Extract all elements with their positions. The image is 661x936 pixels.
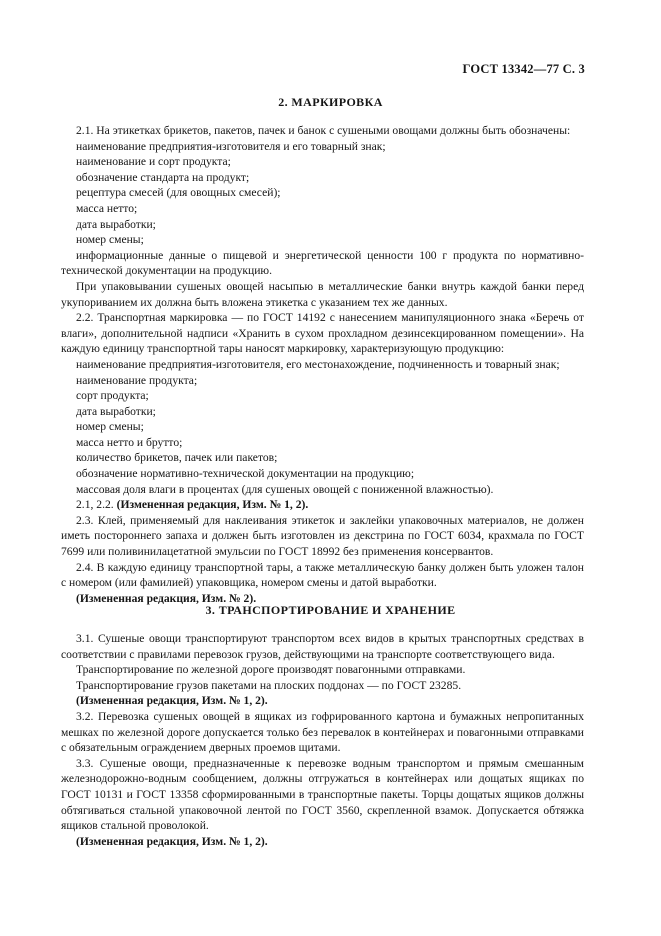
list-item: наименование предприятия-изготовителя и его товарный знак; [76, 139, 386, 153]
list-item: наименование продукта; [76, 373, 198, 387]
section-2-body [61, 123, 584, 606]
paragraph-manufacturer: наименование предприятия-изготовителя, его местонахождение, подчиненность и товарный знак; [76, 357, 560, 371]
list-item: рецептура смесей (для овощных смесей); [76, 186, 281, 200]
list-item: дата выработки; [76, 404, 156, 418]
list-item: сорт продукта; [76, 389, 149, 403]
paragraph-2-3: 2.3. Клей, применяемый для наклеивания этикеток и заклейки упаковочных материалов, не должен иметь постороннего запаха и должен быть изготовлен из декстрина по ГОСТ 6034, крахмала по ГОСТ 7699 или поливинилацетатной эмульсии по ГОСТ 18992 без применения консервантов. [61, 513, 584, 559]
list-item: номер смены; [76, 233, 144, 247]
list-item: масса нетто и брутто; [76, 435, 183, 449]
list-item: обозначение нормативно-технической документации на продукцию; [76, 467, 415, 481]
section-3-body [61, 631, 584, 849]
paragraph-2-2: 2.2. Транспортная маркировка — по ГОСТ 14192 с нанесением манипуляционного знака «Беречь от влаги», дополнительной надписи «Хранить в сухом прохладном дезинсекцированном помещении». На каждую единицу транспортной тары наносят маркировку, характеризующую продукцию: [61, 311, 584, 356]
amendment-note-3-1: (Измененная редакция, Изм. № 1, 2). [76, 694, 268, 708]
paragraph-pallets: Транспортирование грузов пакетами на плоских поддонах — по ГОСТ 23285. [76, 678, 462, 692]
list-item: номер смены; [76, 420, 144, 434]
paragraph-2-4: 2.4. В каждую единицу транспортной тары, а также металлическую банку должен быть уложен талон с номером (или фамилией) упаковщика, номером смены и датой выработки. [61, 560, 584, 590]
amendment-note-3-3: (Измененная редакция, Изм. № 1, 2). [76, 834, 268, 848]
list-item: массовая доля влаги в процентах (для сушеных овощей с пониженной влажностью). [76, 482, 494, 496]
list-item: наименование и сорт продукта; [76, 155, 231, 169]
paragraph-info: информационные данные о пищевой и энергетической ценности 100 г продукта по нормативно-технической документации на продукцию. [61, 248, 584, 278]
list-item: обозначение стандарта на продукт; [76, 170, 250, 184]
amendment-note-2-4: (Измененная редакция, Изм. № 2). [76, 591, 257, 605]
paragraph-3-3: 3.3. Сушеные овощи, предназначенные к перевозке водным транспортом и прямым смешанным железнодорожно-водным сообщением, должны отгружаться в контейнерах или дощатых ящиках по ГОСТ 10131 и ГОСТ 13358 сформированными в транспортные пакеты. Торцы дощатых ящиков должны обтягиваться стальной упаковочной лентой по ГОСТ 3560, скрепленной взамок. Допускается обтяжка ящиков стальной проволокой. [61, 756, 584, 833]
paragraph-3-2: 3.2. Перевозка сушеных овощей в ящиках из гофрированного картона и бумажных непропитанных мешках по железной дороге допускается только без перевалок в контейнерах и повагонными отправками с обязательным ограждением дверных проемов щитами. [61, 709, 584, 755]
paragraph-rail: Транспортирование по железной дороге производят повагонными отправками. [76, 663, 466, 677]
clause-numbers: 2.1, 2.2. [76, 498, 114, 512]
section-2-heading: 2. МАРКИРОВКА [278, 95, 383, 109]
list-item: количество брикетов, пачек или пакетов; [76, 451, 278, 465]
paragraph-3-1: 3.1. Сушеные овощи транспортируют транспортом всех видов в крытых транспортных средствах в соответствии с правилами перевозок грузов, действующими на транспорте соответствующего вида. [61, 632, 584, 661]
amendment-note-2-1-2-2 [61, 497, 584, 513]
section-3-heading: 3. ТРАНСПОРТИРОВАНИЕ И ХРАНЕНИЕ [205, 603, 456, 617]
paragraph-2-1: 2.1. На этикетках брикетов, пакетов, пачек и банок с сушеными овощами должны быть обозначены: [76, 124, 571, 137]
list-item: масса нетто; [76, 201, 138, 215]
amendment-text: (Измененная редакция, Изм. № 1, 2). [116, 498, 309, 512]
page-header: ГОСТ 13342—77 С. 3 [462, 62, 585, 76]
paragraph-bulk: При упаковывании сушеных овощей насыпью в металлические банки внутрь каждой банки перед укупориванием их должна быть вложена этикетка с указанием тех же данных. [61, 279, 584, 309]
list-item: дата выработки; [76, 217, 156, 231]
